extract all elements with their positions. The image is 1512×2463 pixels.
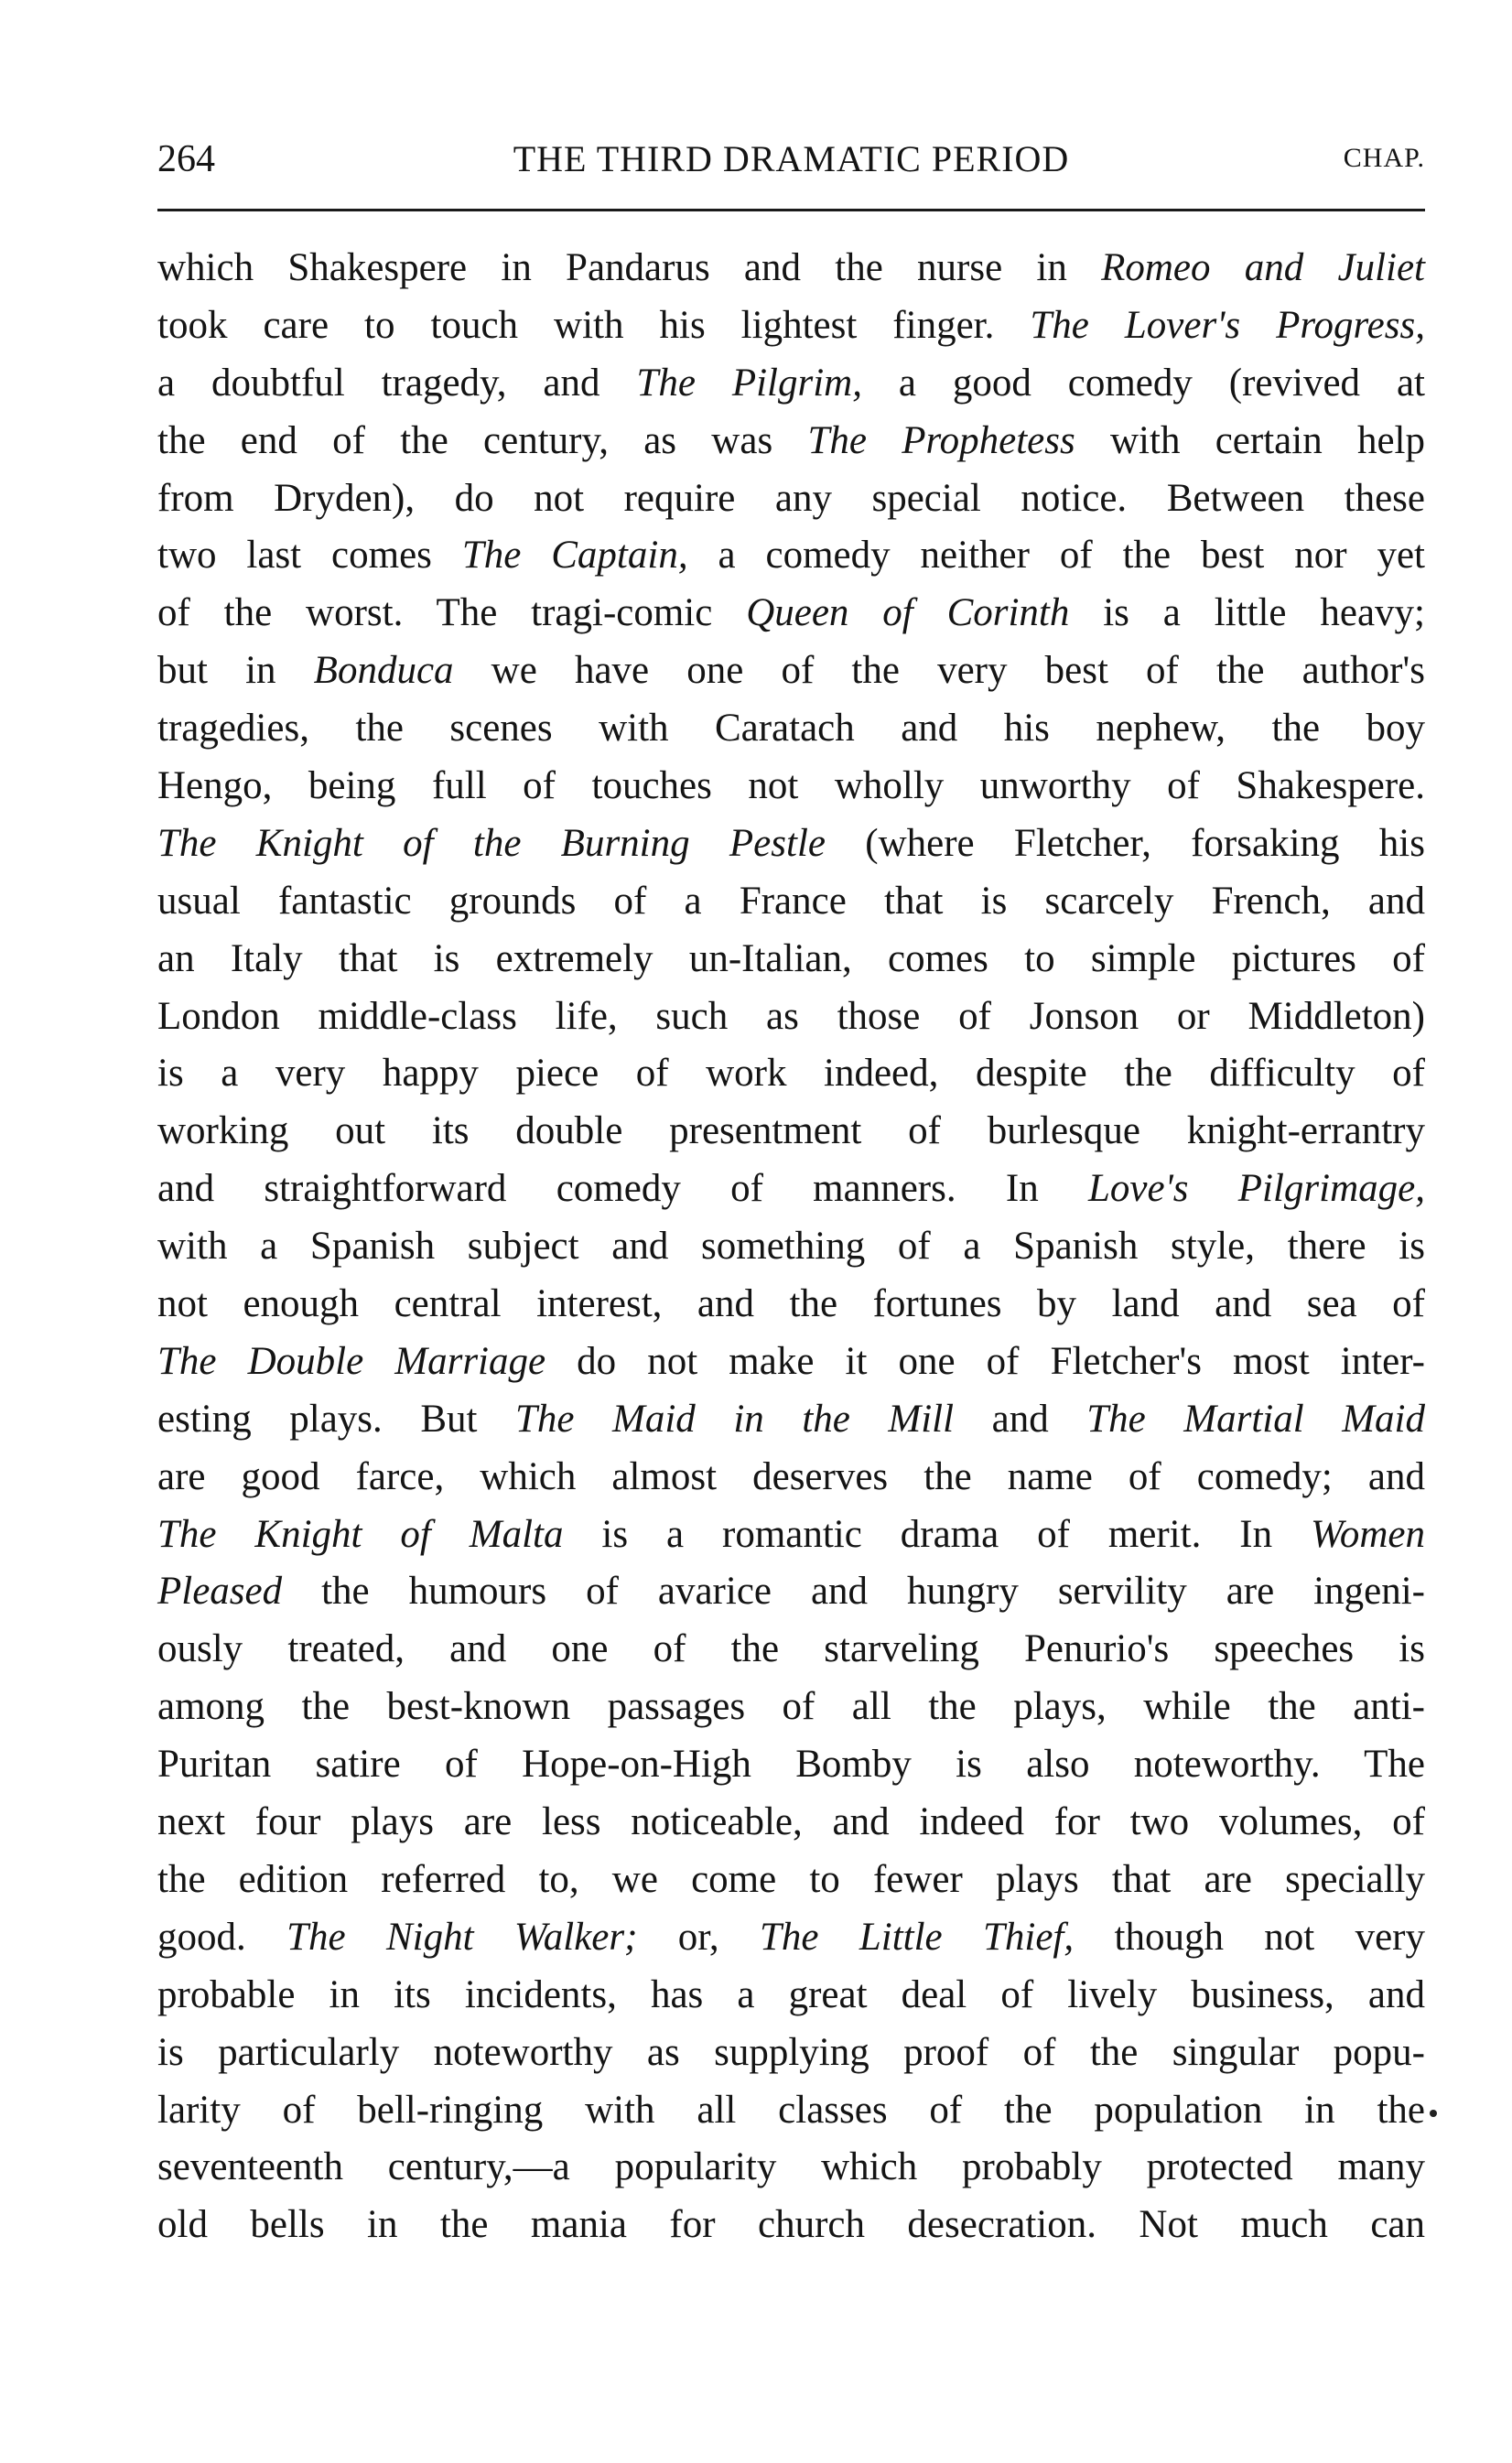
- italic-title: Pleased: [157, 1570, 283, 1614]
- text-line: [157, 1161, 1425, 1218]
- italic-title: The Pilgrim,: [636, 361, 862, 405]
- text-segment: working out its double presentment of burlesque knight-errantry: [157, 1109, 1425, 1153]
- text-segment: a comedy neither of the best nor yet: [687, 534, 1425, 578]
- text-segment: esting plays. But: [157, 1397, 515, 1441]
- text-segment: an Italy that is extremely un-Italian, comes to simple pictures of: [157, 936, 1425, 980]
- text-line: [157, 1507, 1425, 1564]
- text-segment: is a romantic drama of merit. In: [563, 1512, 1311, 1556]
- text-line: [157, 1103, 1425, 1161]
- text-segment: or,: [637, 1915, 760, 1959]
- italic-title: The Martial Maid: [1086, 1397, 1425, 1441]
- text-line: [157, 1909, 1425, 1967]
- text-line: [157, 1563, 1425, 1621]
- text-line: [157, 1679, 1425, 1736]
- italic-title: The Knight of the Burning Pestle: [157, 821, 826, 865]
- text-segment: is a little heavy;: [1069, 591, 1425, 635]
- text-line: [157, 700, 1425, 758]
- text-line: [157, 1794, 1425, 1852]
- text-segment: a doubtful tragedy, and: [157, 361, 637, 405]
- text-line: [157, 413, 1425, 470]
- text-segment: Puritan satire of Hope-on-High Bomby is also noteworthy. The: [157, 1743, 1425, 1787]
- text-segment: (where Fletcher, forsaking his: [825, 821, 1425, 865]
- text-line: [157, 1449, 1425, 1507]
- text-line: [157, 1967, 1425, 2025]
- text-line: [157, 873, 1425, 931]
- text-line: [157, 758, 1425, 816]
- text-segment: with a Spanish subject and something of a Spanish style, there is: [157, 1225, 1425, 1269]
- text-line: [157, 1334, 1425, 1391]
- text-line: [157, 1621, 1425, 1679]
- text-line: [157, 470, 1425, 528]
- text-line: [157, 297, 1425, 355]
- text-segment: from Dryden), do not require any special notice. Between these: [157, 476, 1425, 520]
- italic-title: The Prophetess: [807, 418, 1075, 462]
- text-segment: the humours of avarice and hungry servility are ingeni-: [282, 1570, 1425, 1614]
- text-segment: the edition referred to, we come to fewer plays that are specially: [157, 1857, 1425, 1901]
- text-line: [157, 1391, 1425, 1449]
- text-line: [157, 2025, 1425, 2082]
- text-line: [157, 240, 1425, 297]
- text-line: [157, 585, 1425, 643]
- header-rule: [157, 209, 1425, 211]
- text-segment: seventeenth century,—a popularity which probably protected many: [157, 2145, 1425, 2189]
- text-segment: we have one of the very best of the author's: [453, 649, 1425, 693]
- italic-title: The Knight of Malta: [157, 1512, 564, 1556]
- italic-title: The Double Marriage: [157, 1339, 546, 1383]
- text-line: [157, 1736, 1425, 1794]
- text-line: [157, 1218, 1425, 1276]
- text-line: [157, 1852, 1425, 1909]
- italic-title: Women: [1310, 1512, 1425, 1556]
- body-text: [157, 240, 1425, 2254]
- text-line: [157, 355, 1425, 413]
- text-segment: next four plays are less noticeable, and indeed for two volumes, of: [157, 1800, 1425, 1844]
- running-header: [157, 137, 1425, 189]
- text-segment: London middle-class life, such as those of Jonson or Middleton): [157, 994, 1425, 1038]
- text-segment: but in: [157, 649, 314, 693]
- text-segment: though not very: [1074, 1915, 1425, 1959]
- text-segment: a good comedy (revived at: [861, 361, 1425, 405]
- text-segment: not enough central interest, and the fortunes by land and sea of: [157, 1282, 1425, 1326]
- text-segment: the end of the century, as was: [157, 418, 808, 462]
- text-segment: tragedies, the scenes with Caratach and his nephew, the boy: [157, 707, 1425, 751]
- page-number: 264: [157, 138, 215, 180]
- italic-title: The Lover's Progress,: [1030, 303, 1425, 347]
- italic-title: Bonduca: [313, 649, 454, 693]
- text-line: [157, 1045, 1425, 1103]
- text-segment: and straightforward comedy of manners. In: [157, 1167, 1088, 1211]
- text-segment: usual fantastic grounds of a France that is scarcely French, and: [157, 879, 1425, 923]
- text-segment: which Shakespere in Pandarus and the nurse in: [157, 246, 1102, 289]
- text-segment: and: [954, 1397, 1087, 1441]
- text-segment: are good farce, which almost deserves the name of comedy; and: [157, 1454, 1425, 1498]
- text-segment: Hengo, being full of touches not wholly unworthy of Shakespere.: [157, 764, 1425, 808]
- text-line: [157, 2139, 1425, 2197]
- italic-title: Romeo and Juliet: [1101, 246, 1426, 289]
- text-segment: do not make it one of Fletcher's most inter-: [545, 1339, 1425, 1383]
- text-segment: took care to touch with his lightest finger.: [157, 303, 1031, 347]
- text-segment: is a very happy piece of work indeed, despite the difficulty of: [157, 1052, 1425, 1096]
- text-segment: ously treated, and one of the starveling Penurio's speeches is: [157, 1627, 1425, 1671]
- italic-title: The Maid in the Mill: [514, 1397, 955, 1441]
- italic-title: The Little Thief,: [760, 1915, 1075, 1959]
- text-line: [157, 2082, 1425, 2140]
- text-line: [157, 2197, 1425, 2254]
- running-title: THE THIRD DRAMATIC PERIOD: [513, 138, 1070, 179]
- text-segment: good.: [157, 1915, 287, 1959]
- text-line: [157, 988, 1425, 1046]
- text-segment: among the best-known passages of all the plays, while the anti-: [157, 1685, 1425, 1729]
- italic-title: Love's Pilgrimage,: [1087, 1167, 1426, 1211]
- text-line: [157, 1276, 1425, 1334]
- text-segment: probable in its incidents, has a great deal of lively business, and: [157, 1972, 1425, 2016]
- text-segment: with certain help: [1075, 418, 1425, 462]
- text-segment: is particularly noteworthy as supplying proof of the singular popu-: [157, 2030, 1425, 2074]
- italic-title: The Captain,: [461, 534, 688, 578]
- text-line: [157, 816, 1425, 873]
- text-line: [157, 643, 1425, 700]
- text-segment: two last comes: [157, 534, 462, 578]
- text-segment: old bells in the mania for church desecration. Not much can: [157, 2203, 1425, 2247]
- text-segment: larity of bell-ringing with all classes of the population in the: [157, 2088, 1425, 2132]
- italic-title: Queen of Corinth: [746, 591, 1070, 635]
- chapter-label: CHAP.: [1343, 143, 1425, 173]
- italic-title: The Night Walker;: [286, 1915, 638, 1959]
- text-segment: of the worst. The tragi-comic: [157, 591, 747, 635]
- text-line: [157, 527, 1425, 585]
- text-line: [157, 931, 1425, 988]
- margin-dot: [1430, 2110, 1437, 2117]
